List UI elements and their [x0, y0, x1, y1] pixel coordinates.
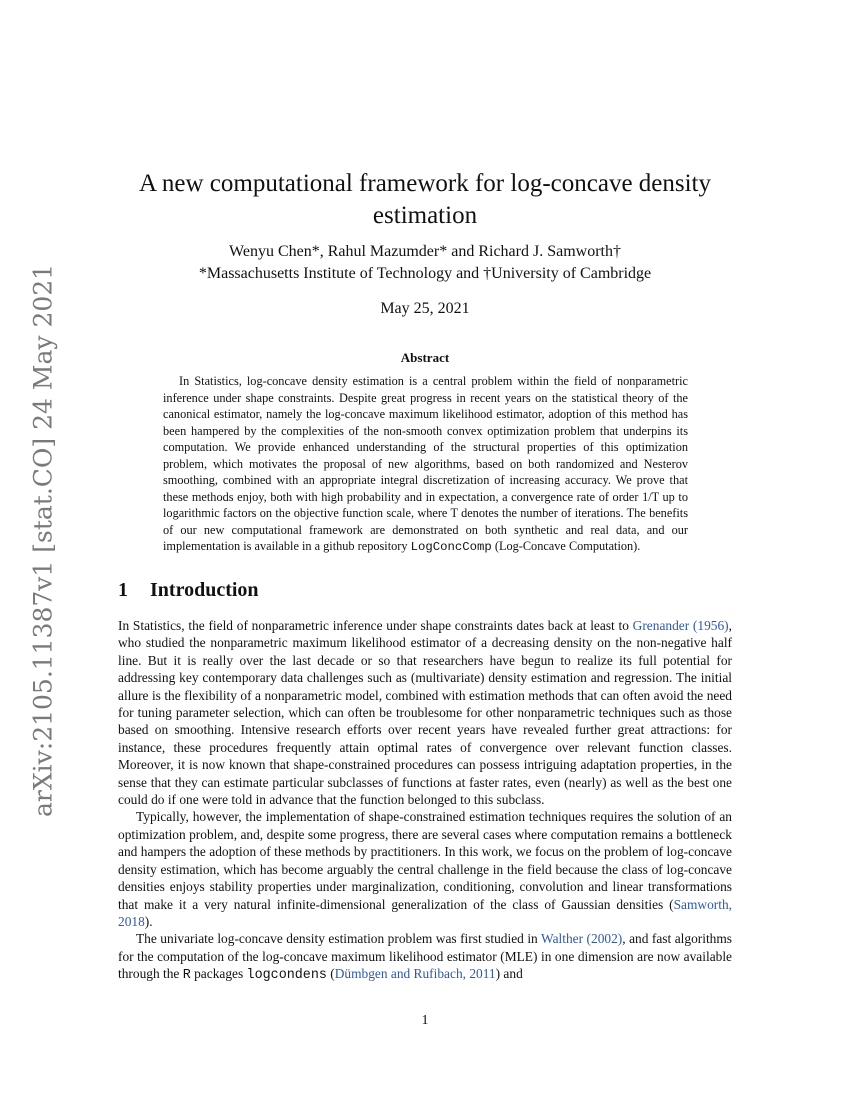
- text: In Statistics, the field of nonparametric inference under shape constraints dates back at least to: [118, 618, 633, 633]
- code-text: R: [182, 968, 191, 984]
- paragraph: [118, 808, 732, 930]
- publication-date: May 25, 2021: [380, 300, 470, 317]
- section-heading: [118, 579, 259, 602]
- section-title: Introduction: [150, 579, 259, 601]
- page-number: 1: [421, 1013, 429, 1028]
- abstract-part: In Statistics, log-concave density estimation is a central problem within the field of nonparametric inference under shape constraints. Despite great progress in recent years on the statistical theory of the canonical estimator, namely the log-concave maximum likelihood estimator, adoption of this method has been hampered by the complexities of the non-smooth convex optimization problem that underpins its computation. We provide enhanced understanding of the structural properties of this optimization problem, which motivates the proposal of new algorithms, based on both randomized and Nesterov smoothing, combined with an appropriate integral discretization of increasing accuracy. We prove that these methods enjoy, both with high probability and in expectation, a convergence rate of order 1/T up to logarithmic factors on the objective function scale, where T denotes the number of iterations. The benefits of our new computational framework are demonstrated on both synthetic and real data, and our implementation is available in a github repository: [163, 374, 688, 553]
- abstract-heading: Abstract: [400, 350, 450, 365]
- arxiv-identifier: arXiv:2105.11387v1 [stat.CO] 24 May 2021: [28, 263, 58, 817]
- abstract-part: (Log-Concave Computation).: [491, 539, 641, 553]
- text: (: [326, 966, 335, 982]
- paper-title: A new computational framework for log-concave density estimation: [138, 170, 712, 229]
- text: packages: [190, 966, 247, 982]
- citation-link[interactable]: Samworth, 2018: [118, 896, 732, 929]
- affiliations: *Massachusetts Institute of Technology and †University of Cambridge: [198, 265, 652, 282]
- abstract-text: [163, 373, 688, 556]
- citation-link[interactable]: Walther (2002): [541, 931, 623, 947]
- text: ) and: [495, 966, 523, 982]
- text: , and fast algorithms for the computation of the log-concave maximum likelihood estimator (MLE) in one dimension are now available through the: [118, 931, 732, 982]
- paragraph: [118, 617, 732, 808]
- text: , who studied the nonparametric maximum likelihood estimator of a decreasing density on the non-negative half line. But it is really over the last decade or so that researchers have begun to realize its full potential for addressing key contemporary data challenges such as (multivariate) density estimation and regression. The initial allure is the flexibility of a nonparametric model, combined with estimation methods that can often avoid the need for tuning parameter selection, which can often be troublesome for other nonparametric techniques such as those based on smoothing. Intensive research efforts over recent years have revealed further great attractions: for instance, these procedures frequently attain optimal rates of convergence over relevant function classes. Moreover, it is now known that shape-constrained procedures can possess intriguing adaptation properties, in the sense that they can estimate particular subclasses of functions at faster rates, even (nearly) as well as the best one could do if one were told in advance that the function belonged to this subclass.: [118, 618, 732, 808]
- repository-name: LogConcComp: [410, 540, 492, 554]
- paragraph: [118, 930, 732, 984]
- section-number: 1: [118, 579, 128, 601]
- citation-link[interactable]: Grenander (1956): [632, 618, 729, 633]
- section-body: [118, 617, 732, 985]
- text: ).: [144, 913, 153, 929]
- author-list: Wenyu Chen*, Rahul Mazumder* and Richard J. Samworth†: [229, 243, 621, 260]
- citation-link[interactable]: Dümbgen and Rufibach, 2011: [334, 966, 496, 982]
- package-name: logcondens: [246, 968, 327, 984]
- text: Typically, however, the implementation of shape-constrained estimation techniques requires the solution of an optimization problem, and, despite some progress, there are several cases where computation remains a bottleneck and hampers the adoption of these methods by practitioners. In this work, we focus on the problem of log-concave density estimation, which has become arguably the central challenge in the field because the class of log-concave densities enjoys stability properties under marginalization, conditioning, convolution and linear transformations that make it a very natural infinite-dimensional generalization of the class of Gaussian densities (: [118, 809, 732, 912]
- text: The univariate log-concave density estimation problem was first studied in: [136, 931, 541, 947]
